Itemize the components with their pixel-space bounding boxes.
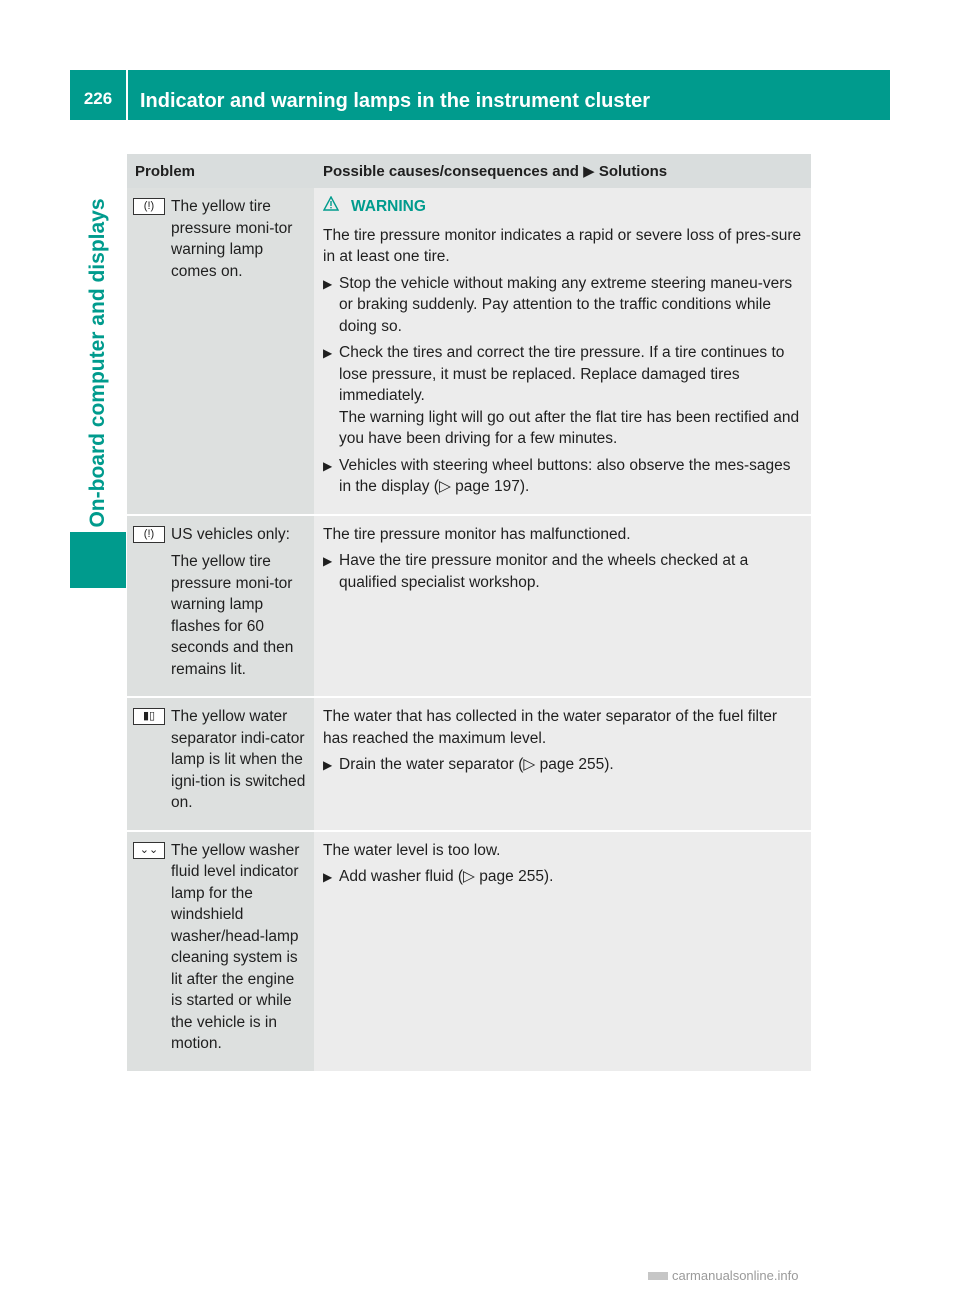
water-separator-icon: ▮▯ <box>133 708 165 725</box>
solution-step <box>323 273 803 338</box>
header-divider <box>126 70 128 120</box>
page-title: Indicator and warning lamps in the instrument cluster <box>140 90 651 112</box>
tire-pressure-warning-icon: (!) <box>133 198 165 215</box>
side-tab-marker <box>70 532 126 588</box>
step-text: Stop the vehicle without making any extreme steering maneu-vers or braking suddenly. Pay attention to the traffic conditions while doing so. <box>339 274 793 335</box>
cause-text: The water that has collected in the water separator of the fuel filter has reached the maximum level. <box>323 708 778 747</box>
column-header-solutions: Possible causes/consequences and ▶ Solutions <box>314 154 811 188</box>
problem-text: The yellow washer fluid level indicator lamp for the windshield washer/head-lamp cleaning system is lit after the engine is started or while the vehicle is in motion. <box>171 841 300 1052</box>
problem-cell <box>127 831 314 1071</box>
step-note: The warning light will go out after the flat tire has been rectified and you have been driving for a few minutes. <box>339 408 800 447</box>
step-text: Check the tires and correct the tire pressure. If a tire continues to lose pressure, it must be replaced. Replace damaged tires immediately. <box>339 344 785 404</box>
solution-step <box>323 342 803 450</box>
problem-cell <box>127 697 314 831</box>
table-row <box>127 188 811 515</box>
solution-cell <box>314 188 811 515</box>
table-header-row <box>127 154 811 188</box>
table-row <box>127 697 811 831</box>
cause-text: The water level is too low. <box>323 841 501 859</box>
solution-cell <box>314 831 811 1071</box>
solution-step <box>323 866 803 889</box>
warning-label: WARNING <box>351 198 426 215</box>
problem-text: The yellow tire pressure moni-tor warning lamp comes on. <box>171 198 293 280</box>
solution-step <box>323 550 803 593</box>
warning-triangle-icon <box>323 196 351 218</box>
solution-cell <box>314 515 811 698</box>
problem-cell <box>127 515 314 698</box>
step-text: Vehicles with steering wheel buttons: also observe the mes-sages in the display (▷ page 197). <box>339 456 791 495</box>
problem-text: The yellow tire pressure moni-tor warning lamp flashes for 60 seconds and then remains lit. <box>171 553 294 678</box>
problem-text: US vehicles only: <box>171 525 290 543</box>
step-arrow-icon: ▶ <box>323 870 333 884</box>
problem-cell <box>127 188 314 515</box>
step-arrow-icon: ▶ <box>323 554 333 568</box>
problem-text: The yellow water separator indi-cator lamp is lit when the igni-tion is switched on. <box>171 708 306 811</box>
footer-watermark: carmanualsonline.info <box>648 1268 798 1283</box>
solution-step <box>323 455 803 498</box>
washer-fluid-icon: ⌄⌄ <box>133 842 165 859</box>
table-row <box>127 831 811 1071</box>
step-text: Add washer fluid (▷ page 255). <box>339 868 554 885</box>
solution-cell <box>314 697 811 831</box>
step-arrow-icon: ▶ <box>323 458 333 473</box>
warning-heading <box>323 196 803 218</box>
side-tab-label: On-board computer and displays <box>86 198 109 528</box>
step-text: Drain the water separator (▷ page 255). <box>339 756 614 773</box>
warning-text: The tire pressure monitor indicates a rapid or severe loss of pres-sure in at least one tire. <box>323 226 802 265</box>
step-arrow-icon: ▶ <box>323 758 333 772</box>
page-number: 226 <box>83 89 113 108</box>
step-arrow-icon: ▶ <box>323 276 333 291</box>
step-text: Have the tire pressure monitor and the wheels checked at a qualified specialist workshop. <box>339 552 749 591</box>
tire-pressure-warning-icon: (!) <box>133 526 165 543</box>
table-row <box>127 515 811 698</box>
cause-text: The tire pressure monitor has malfunctioned. <box>323 525 631 543</box>
solution-step <box>323 754 803 777</box>
step-arrow-icon: ▶ <box>323 346 333 360</box>
indicator-table <box>127 154 811 1071</box>
column-header-problem: Problem <box>127 154 314 188</box>
